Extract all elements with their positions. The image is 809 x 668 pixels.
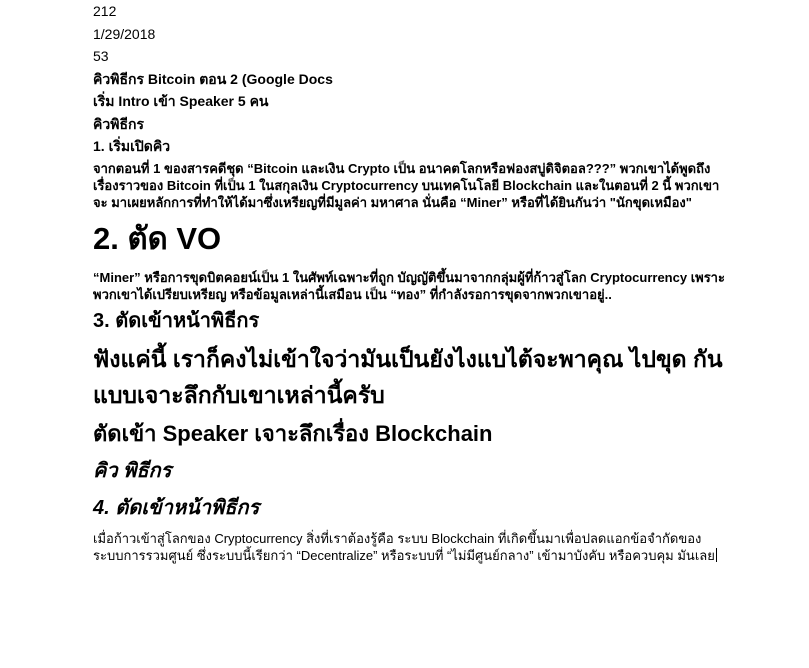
- text-cursor: [716, 548, 717, 562]
- cut-to-speaker: ตัดเข้า Speaker เจาะลึกเรื่อง Blockchain: [93, 420, 493, 446]
- host-dialogue: ฟังแค่นี้ เราก็คงไม่เข้าใจว่ามันเป็นยังไงแบไต้จะพาคุณ ไปขุด กันแบบเจาะลึกกับเขาเหล่านี้ครับ: [93, 345, 723, 408]
- step-1-heading: 1. เริ่มเปิดคิว: [93, 138, 171, 154]
- meta-date: 1/29/2018: [93, 25, 156, 42]
- meta-count: 53: [93, 48, 109, 64]
- host-label: คิวพิธีกร: [93, 115, 144, 132]
- cue-host: คิว พิธีกร: [93, 459, 172, 482]
- paragraph-blockchain[interactable]: [93, 530, 733, 564]
- paragraph-intro: จากตอนที่ 1 ของสารคดีชุด “Bitcoin และเงิน Crypto เป็น อนาคตโลกหรือฟองสบู่ดิจิตอล???” พวกเขาได้พูดถึง เรื่องราวของ Bitcoin ที่เป็น 1 ในสกุลเงิน Cryptocurrency บนเทคโนโลยี Blockchain และในตอนที่ 2 นี้ พวกเขาจะ มาเผยหลักการที่ทำให้ได้มาซึ่งเหรียญที่มีมูลค่า มหาศาล นั่นคือ “Miner” หรือที่ได้ยินกันว่า "นักขุดเหมือง": [93, 160, 720, 210]
- heading-cut-host-3: 3. ตัดเข้าหน้าพิธีกร: [93, 309, 260, 332]
- intro-line: เริ่ม Intro เข้า Speaker 5 คน: [93, 93, 269, 109]
- paragraph-miner: “Miner” หรือการขุดบิตคอยน์เป็น 1 ในศัพท์เฉพาะที่ถูก บัญญัติขึ้นมาจากกลุ่มผู้ที่ก้าวสู่โลก Cryptocurrency เพราะพวกเขาได้เปรียบเหรียญ หรือข้อมูลเหล่านี้เสมือน เป็น “ทอง” ที่กำลังรอการขุดจากพวกเขาอยู่..: [93, 269, 725, 302]
- heading-cut-host-4: 4. ตัดเข้าหน้าพิธีกร: [93, 496, 260, 519]
- document-title: คิวพิธีกร Bitcoin ตอน 2 (Google Docs: [93, 70, 333, 87]
- document-body[interactable]: [93, 0, 733, 564]
- meta-number: 212: [93, 3, 117, 19]
- heading-cut-vo: 2. ตัด VO: [93, 220, 222, 256]
- paragraph-blockchain-text: เมื่อก้าวเข้าสู่โลกของ Cryptocurrency สิ่งที่เราต้องรู้คือ ระบบ Blockchain ที่เกิดขึ้นมาเพื่อปลดแอกข้อจำกัดของ ระบบการรวมศูนย์ ซึ่งระบบนี้เรียกว่า “Decentralize” หรือระบบที่ “ไม่มีศูนย์กลาง” เข้ามาบังคับ หรือควบคุม มันเลย: [93, 530, 715, 563]
